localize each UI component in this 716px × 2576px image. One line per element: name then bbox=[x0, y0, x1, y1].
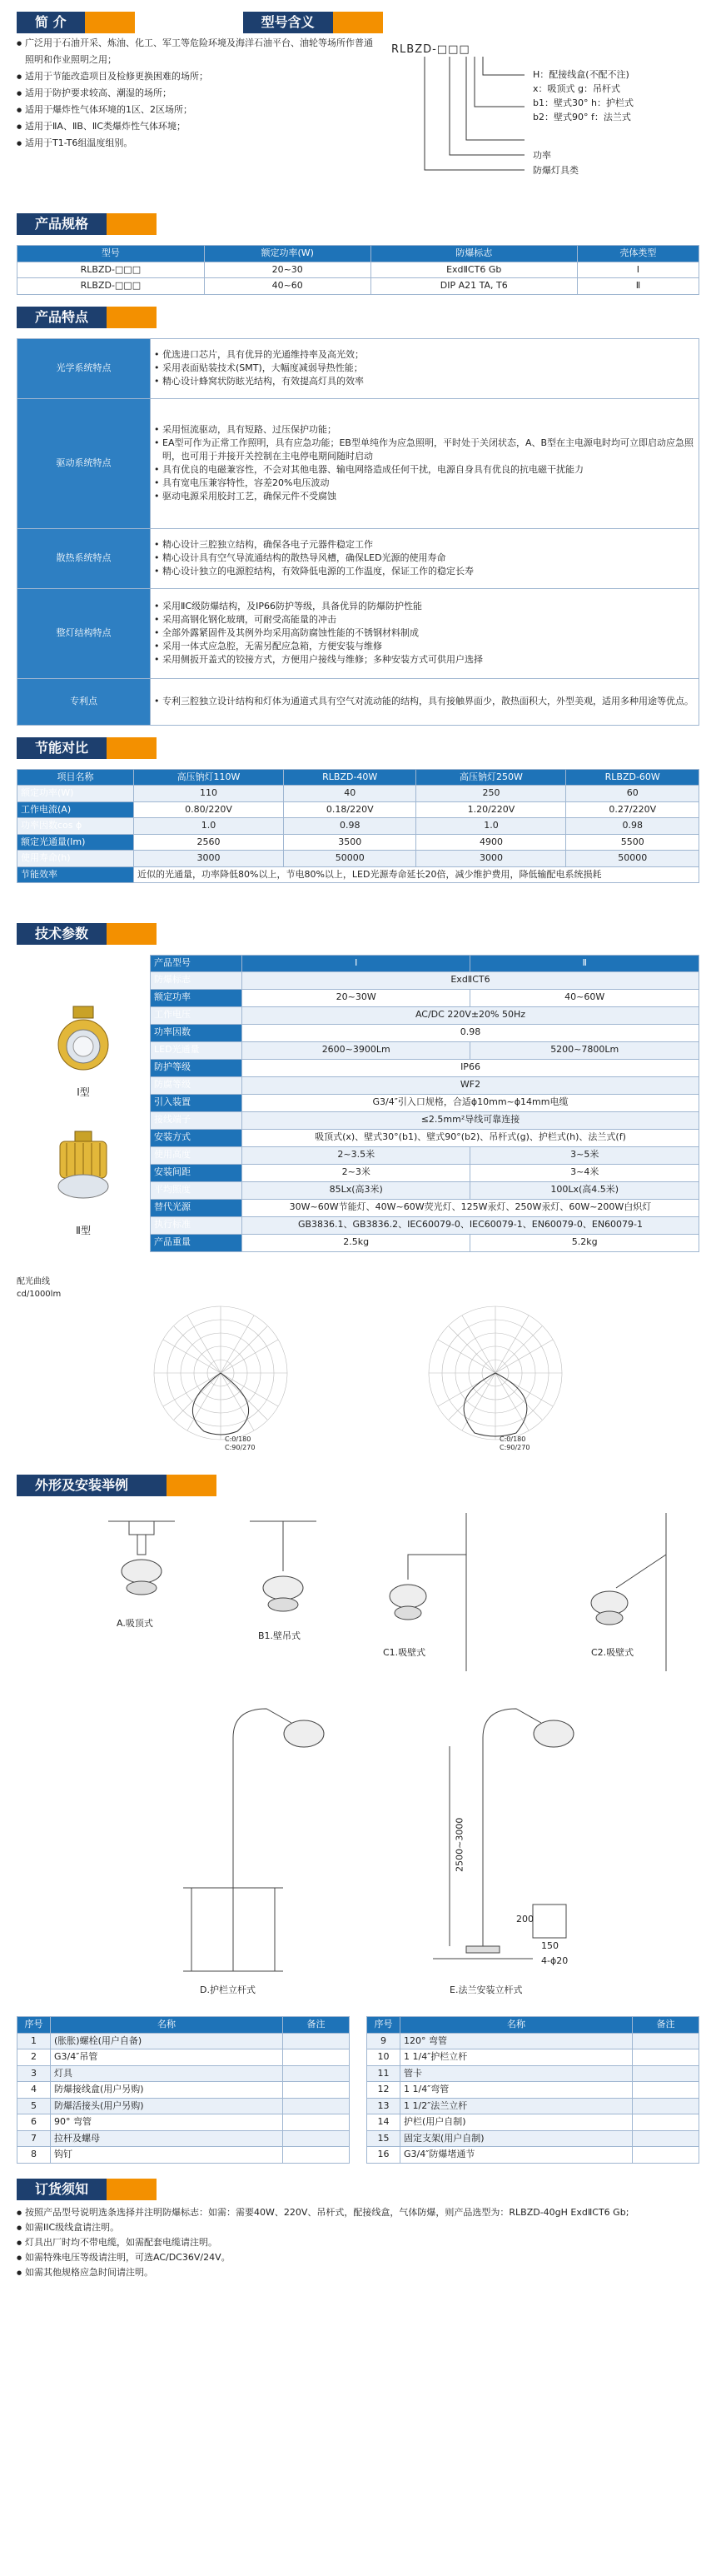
spec-col: 壳体类型 bbox=[577, 246, 699, 262]
table-row: 16 G3/4″防爆堵通节 bbox=[367, 2147, 699, 2164]
install-title: 外形及安装举例 bbox=[17, 1475, 167, 1496]
install-drawings bbox=[17, 1505, 699, 2013]
caption-a: A.吸顶式 bbox=[117, 1618, 153, 1629]
table-row: RLBZD-□□□ 20~30 ExdⅡCT6 Gb Ⅰ bbox=[17, 262, 699, 278]
spec-col: 型号 bbox=[17, 246, 205, 262]
table-row: 11 管卡 bbox=[367, 2065, 699, 2082]
table-row: LED光通量 2600~3900Lm 5200~7800Lm bbox=[151, 1041, 699, 1059]
table-row: 8 钩钉 bbox=[17, 2147, 350, 2164]
spec-header bbox=[17, 213, 699, 235]
polar-legend-1: C:0/180 C:90/270 bbox=[225, 1435, 256, 1451]
polar-diagram-2 bbox=[425, 1302, 566, 1444]
table-row: 节能效率 近似的光通量，功率降低80%以上，节电80%以上，LED光源寿命延长20倍，减少维护费用，降低输配电系统损耗 bbox=[17, 866, 699, 883]
polar-unit: cd/1000lm bbox=[17, 1289, 62, 1299]
table-row: 7 拉杆及螺母 bbox=[17, 2130, 350, 2147]
lamp-type1-label: Ⅰ型 bbox=[77, 1086, 90, 1098]
spec-col: 额定功率(W) bbox=[204, 246, 370, 262]
spec-title: 产品规格 bbox=[17, 213, 107, 235]
table-row: 安装方式 吸顶式(x)、壁式30°(b1)、壁式90°(b2)、吊杆式(g)、护栏式(h)、法兰式(f) bbox=[151, 1129, 699, 1146]
model-line-type: 防爆灯具类 bbox=[533, 165, 579, 176]
table-row: 专利点 • 专利三腔独立设计结构和灯体为通道式具有空气对流动能的结构，具有接触界面少，散热面积大，外型美观，适用多种用途等优点。 bbox=[17, 678, 699, 725]
order-header bbox=[17, 2179, 699, 2200]
polar-legend-2: C:0/180 C:90/270 bbox=[500, 1435, 530, 1451]
table-row: 13 1 1/2″法兰立杆 bbox=[367, 2098, 699, 2114]
table-row: 散热系统特点 • 精心设计三腔独立结构，确保各电子元器件稳定工作 • 精心设计具有空气导流通结构的散热导风槽，确保LED光源的使用寿命 • 精心设计独立的电源腔结构，有效降低电源的工作温度，保证工作的稳定长寿 bbox=[17, 528, 699, 588]
features-table bbox=[17, 338, 699, 726]
order-item: ● 如需IIC级线盒请注明。 bbox=[17, 2220, 699, 2235]
table-row: 15 固定支架(用户自制) bbox=[367, 2130, 699, 2147]
table-row: 引入装置 G3/4″引入口规格，合适ϕ10mm~ϕ14mm电缆 bbox=[151, 1094, 699, 1111]
table-row: 光学系统特点 • 优选进口芯片，具有优异的光通维持率及高光效； • 采用表面贴装技术(SMT)，大幅度减弱导热性能； • 精心设计蜂窝状防眩光结构，有效提高灯具的效率 bbox=[17, 338, 699, 398]
tech-block bbox=[17, 955, 699, 1252]
caption-c2: C2.吸壁式 bbox=[591, 1647, 634, 1658]
model-header bbox=[243, 12, 383, 33]
model-diagram bbox=[391, 35, 699, 202]
model-line-h: H：配接线盒(不配不注) bbox=[533, 69, 629, 80]
table-row: 功率因数 0.98 bbox=[151, 1024, 699, 1041]
spec-table bbox=[17, 245, 699, 295]
parts-tables bbox=[17, 2016, 699, 2164]
polar-chart-1 bbox=[150, 1302, 291, 1449]
features-header bbox=[17, 307, 699, 328]
tech-images bbox=[17, 955, 150, 1252]
tech-title: 技术参数 bbox=[17, 923, 107, 945]
table-row: 防爆标志 ExdⅡCT6 bbox=[151, 971, 699, 989]
model-line-x: x：吸顶式 g：吊杆式 bbox=[533, 83, 620, 94]
order-item: ● 灯具出厂时均不带电缆，如需配套电缆请注明。 bbox=[17, 2235, 699, 2250]
intro-block bbox=[17, 35, 699, 202]
energy-title: 节能对比 bbox=[17, 737, 107, 759]
caption-e: E.法兰安装立杆式 bbox=[450, 1984, 523, 1995]
intro-item: ● 适用于T1-T6组温度组别。 bbox=[17, 135, 375, 152]
table-row: 5 防爆活接头(用户另购) bbox=[17, 2098, 350, 2114]
spec-col: 防爆标志 bbox=[370, 246, 577, 262]
table-row: 14 护栏(用户自制) bbox=[367, 2114, 699, 2131]
table-row: 2 G3/4″吊管 bbox=[17, 2049, 350, 2066]
lamp-type2-label: Ⅱ型 bbox=[76, 1225, 91, 1236]
table-row: 额定光通量(lm) 2560 3500 4900 5500 bbox=[17, 834, 699, 851]
lamp-type1 bbox=[50, 1005, 117, 1098]
lamp-type2-image bbox=[50, 1130, 117, 1205]
table-row: 4 防爆接线盒(用户另购) bbox=[17, 2082, 350, 2099]
install-header bbox=[17, 1475, 699, 1496]
order-item: ● 如需特殊电压等级请注明，可选AC/DC36V/24V。 bbox=[17, 2250, 699, 2265]
table-row: 3 灯具 bbox=[17, 2065, 350, 2082]
table-row: 接线端子 ≤2.5mm²导线可靠连接 bbox=[151, 1111, 699, 1129]
table-row: 1 (胀胀)螺栓(用户自备) bbox=[17, 2033, 350, 2049]
lamp-type2 bbox=[50, 1130, 117, 1236]
polar-chart-2 bbox=[425, 1302, 566, 1449]
intro-item: ● 适用于ⅡA、ⅡB、ⅡC类爆炸性气体环境； bbox=[17, 118, 375, 135]
lamp-type1-image bbox=[50, 1005, 117, 1071]
dim-200: 200 bbox=[516, 1914, 534, 1925]
model-title: 型号含义 bbox=[243, 12, 333, 33]
table-row: 驱动系统特点 • 采用恒流驱动，具有短路、过压保护功能； • EA型可作为正常工作照明，具有应急功能；EB型单纯作为应急照明，平时处于关闭状态，A、B型在主电源电时均可立即启动应急照明，也可用于并接开关控制在主电停电期间随时启动 • 具有优良的电磁兼容性，不会对其他电器、输电网络造成任何干扰，电源自身具有优良的抗电磁干扰能力 • 具有宽电压兼容特性，容差20%电压波动 • 驱动电源采用胶封工艺，确保元件不受腐蚀 bbox=[17, 398, 699, 528]
model-line-b2: b2：壁式90° f：法兰式 bbox=[533, 112, 631, 122]
intro-header bbox=[17, 12, 135, 33]
table-row: 防护等级 IP66 bbox=[151, 1059, 699, 1076]
intro-header-row bbox=[17, 0, 699, 33]
table-row: 执行标准 GB3836.1、GB3836.2、IEC60079-0、IEC60079-1、EN60079-0、EN60079-1 bbox=[151, 1216, 699, 1234]
energy-header bbox=[17, 737, 699, 759]
caption-d: D.护栏立杆式 bbox=[200, 1984, 256, 1995]
model-code: RLBZD-□□□ bbox=[391, 43, 470, 56]
parts-table-left: 序号 名称 备注 1 (胀胀)螺栓(用户自备) 2 G3/4″吊管 3 灯具 4 防爆接线盒(用户另购) 5 防爆活接头(用户另购) 6 90° 弯管 7 拉杆及螺母 8 钩钉 bbox=[17, 2016, 350, 2164]
features-title: 产品特点 bbox=[17, 307, 107, 328]
table-row: 9 120° 弯管 bbox=[367, 2033, 699, 2049]
intro-list bbox=[17, 35, 375, 202]
order-item: ● 如需其他规格应急时间请注明。 bbox=[17, 2265, 699, 2280]
caption-c1: C1.吸壁式 bbox=[383, 1647, 426, 1658]
table-row: 12 1 1/4″弯管 bbox=[367, 2082, 699, 2099]
polar-title: 配光曲线 bbox=[17, 1276, 50, 1286]
intro-title: 简 介 bbox=[17, 12, 85, 33]
model-line-b1: b1：壁式30° h：护栏式 bbox=[533, 97, 634, 108]
dim-150: 150 bbox=[541, 1940, 559, 1951]
table-row: 额定功率 20~30W 40~60W bbox=[151, 989, 699, 1006]
intro-item: ● 适用于节能改造项目及检修更换困难的场所； bbox=[17, 68, 375, 85]
table-row: 功率因数cos ϕ 1.0 0.98 1.0 0.98 bbox=[17, 818, 699, 835]
parts-table-right: 序号 名称 备注 9 120° 弯管 10 1 1/4″护栏立杆 11 管卡 12 1 1/4″弯管 13 1 1/2″法兰立杆 14 护栏(用户自制) 15 固定支架(用户自制) 16 G3/4″防爆堵通节 bbox=[366, 2016, 699, 2164]
install-diagrams bbox=[17, 1505, 699, 2013]
table-row: RLBZD-□□□ 40~60 DIP A21 TA, T6 Ⅱ bbox=[17, 278, 699, 295]
table-row: 使用寿命(h) 3000 50000 3000 50000 bbox=[17, 851, 699, 867]
table-row: 产品重量 2.5kg 5.2kg bbox=[151, 1234, 699, 1251]
polar-charts bbox=[150, 1302, 699, 1449]
tech-table: 产品型号 Ⅰ Ⅱ 防爆标志 ExdⅡCT6 额定功率 20~30W 40~60W 工作电压 AC/DC 220V±20% 50Hz 功率因数 0.98 LED光通量 2600~3900Lm 5200~7800Lm 防护等级 IP66 防腐等级 WF2 引入装置 G3/4″引入口规格，合适ϕ10mm~ϕ14mm电缆 接线端子 ≤2.5mm²导线可靠连接 安装方式 吸顶式(x)、壁式30°(b1)、壁式90°(b2)、吊杆式(g)、护栏式(h)、法兰式(f) 使用高度 2~3.5米 3~5米 安装间距 2~3米 3~4米 平均照度 85Lx(高3米) 100Lx(高4.5米) 替代光源 30W~60W节能灯、40W~60W荧光灯、125W汞灯、250W汞灯、60W~200W白炽灯 执行标准 GB3836.1、GB3836.2、IEC60079-0、IEC60079-1、EN60079-0、EN60079-1 产品重量 2.5kg 5.2kg bbox=[150, 955, 699, 1252]
intro-item: ● 适用于防护要求较高、潮湿的场所； bbox=[17, 85, 375, 102]
table-row: 平均照度 85Lx(高3米) 100Lx(高4.5米) bbox=[151, 1181, 699, 1199]
intro-item: ● 适用于爆炸性气体环境的1区、2区场所； bbox=[17, 102, 375, 118]
energy-table: 项目名称 高压钠灯110W RLBZD-40W 高压钠灯250W RLBZD-60W 额定功率(W) 110 40 250 60 工作电流(A) 0.80/220V 0.18/220V 1.20/220V 0.27/220V 功率因数cos ϕ 1.0 0.98 1.0 0.98 额定光通量(lm) 2560 3500 4900 5500 使用寿命(h) 3000 50000 3000 50000 节能效率 近似的光通量，功率降低80%以上，节电80%以上，LED光源寿命延长20倍，减少维护费用，降低输配电系统损耗 bbox=[17, 769, 699, 884]
order-item: ● 按照产品型号说明选条选择并注明防爆标志：如需：需要40W、220V、吊杆式，配接线盒，气体防爆，则产品选型为：RLBZD-40gH ExdⅡCT6 Gb; bbox=[17, 2205, 699, 2220]
table-row: 防腐等级 WF2 bbox=[151, 1076, 699, 1094]
tech-header bbox=[17, 923, 699, 945]
table-row: 工作电流(A) 0.80/220V 0.18/220V 1.20/220V 0.27/220V bbox=[17, 801, 699, 818]
polar-caption bbox=[17, 1276, 699, 1300]
table-row: 替代光源 30W~60W节能灯、40W~60W荧光灯、125W汞灯、250W汞灯、60W~200W白炽灯 bbox=[151, 1199, 699, 1216]
table-row: 10 1 1/4″护栏立杆 bbox=[367, 2049, 699, 2066]
table-row: 使用高度 2~3.5米 3~5米 bbox=[151, 1146, 699, 1164]
dim-height: 2500~3000 bbox=[454, 1817, 465, 1872]
table-row: 工作电压 AC/DC 220V±20% 50Hz bbox=[151, 1006, 699, 1024]
dim-holes: 4-ϕ20 bbox=[541, 1955, 569, 1966]
table-row: 额定功率(W) 110 40 250 60 bbox=[17, 786, 699, 802]
intro-item: ● 广泛用于石油开采、炼油、化工、军工等危险环境及海洋石油平台、油轮等场所作普通照明和作业照明之用； bbox=[17, 35, 375, 68]
order-title: 订货须知 bbox=[17, 2179, 107, 2200]
model-line-power: 功率 bbox=[533, 150, 551, 161]
polar-diagram-1 bbox=[150, 1302, 291, 1444]
table-row: 安装间距 2~3米 3~4米 bbox=[151, 1164, 699, 1181]
caption-b1: B1.壁吊式 bbox=[258, 1630, 301, 1641]
table-row: 6 90° 弯管 bbox=[17, 2114, 350, 2131]
order-list bbox=[17, 2205, 699, 2280]
table-row: 整灯结构特点 • 采用ⅡC级防爆结构，及IP66防护等级，具备优异的防爆防护性能 • 采用高钢化钢化玻璃，可耐受高能量的冲击 • 全部外露紧固件及其例外均采用高防腐蚀性能的不锈钢材料制成 • 采用一体式应急腔，无需另配应急箱，方便安装与维修 • 采用侧扳开盖式的铰接方式，方便用户接线与维修；多种安装方式可供用户选择 bbox=[17, 588, 699, 678]
